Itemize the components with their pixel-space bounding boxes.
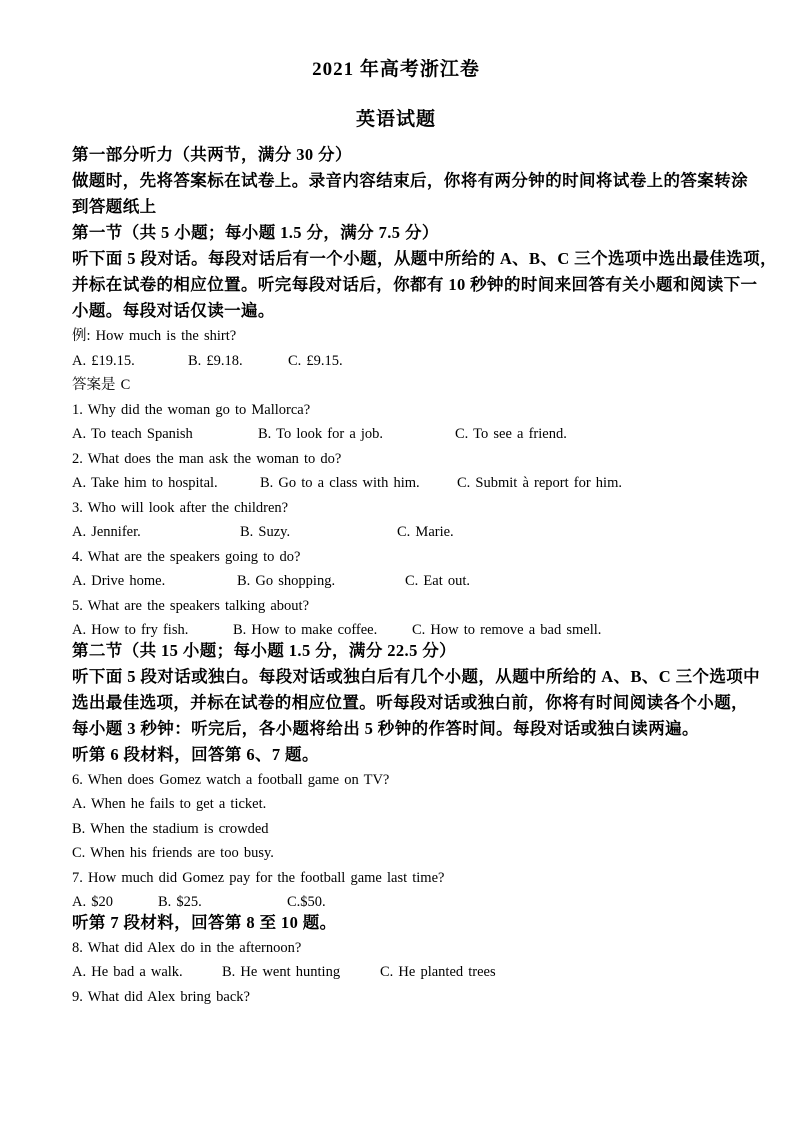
question-1-option-a: A. To teach Spanish bbox=[72, 426, 193, 442]
section2-heading: 第二节（共 15 小题；每小题 1.5 分，满分 22.5 分） bbox=[72, 640, 457, 660]
question-2: 2. What does the man ask the woman to do? bbox=[72, 450, 342, 467]
example-option-b: B. £9.18. bbox=[188, 352, 243, 369]
part1-note-line1: 做题时，先将答案标在试卷上。录音内容结束后，你将有两分钟的时间将试卷上的答案转涂 bbox=[72, 171, 748, 190]
question-7-option-c: C.$50. bbox=[287, 894, 326, 910]
section1-instruction-line2: 并标在试卷的相应位置。听完每段对话后，你都有 10 秒钟的时间来回答有关小题和阅读下一 bbox=[72, 275, 758, 294]
question-6: 6. When does Gomez watch a football game on TV? bbox=[72, 771, 390, 788]
example-question: 例: How much is the shirt? bbox=[72, 328, 237, 344]
question-1: 1. Why did the woman go to Mallorca? bbox=[72, 401, 311, 418]
question-1-option-c: C. To see a friend. bbox=[455, 426, 567, 442]
example-options bbox=[72, 349, 720, 374]
section2-instruction-line3: 每小题 3 秒钟：听完后，各小题将给出 5 秒钟的作答时间。每段对话或独白读两遍。 bbox=[72, 718, 699, 738]
question-4-option-a: A. Drive home. bbox=[72, 573, 166, 589]
question-4-options bbox=[72, 569, 720, 594]
question-4-option-b: B. Go shopping. bbox=[237, 573, 336, 589]
question-2-option-a: A. Take him to hospital. bbox=[72, 475, 218, 491]
question-1-option-b: B. To look for a job. bbox=[258, 426, 384, 442]
section2-instruction-line2: 选出最佳选项，并标在试卷的相应位置。听每段对话或独白前，你将有时间阅读各个小题， bbox=[72, 692, 748, 712]
part1-note-line2: 到答题纸上 bbox=[72, 197, 157, 216]
question-3: 3. Who will look after the children? bbox=[72, 499, 289, 516]
section1-instruction-line3: 小题。每段对话仅读一遍。 bbox=[72, 301, 275, 320]
question-4: 4. What are the speakers going to do? bbox=[72, 548, 301, 565]
page-subtitle: 英语试题 bbox=[355, 109, 436, 130]
example-option-a: A. £19.15. bbox=[72, 352, 135, 369]
question-5-option-c: C. How to remove a bad smell. bbox=[412, 622, 602, 638]
material6-heading: 听第 6 段材料，回答第 6、7 题。 bbox=[72, 744, 319, 764]
question-4-option-c: C. Eat out. bbox=[405, 573, 471, 589]
section2-instruction-line1: 听下面 5 段对话或独白。每段对话或独白后有几个小题，从题中所给的 A、B、C 三个选项中 bbox=[72, 666, 761, 686]
question-5-option-b: B. How to make coffee. bbox=[233, 622, 378, 638]
question-7-option-a: A. $20 bbox=[72, 894, 113, 910]
question-7-option-b: B. $25. bbox=[158, 894, 202, 910]
question-8-option-b: B. He went hunting bbox=[222, 964, 341, 980]
question-8-option-a: A. He bad a walk. bbox=[72, 964, 183, 980]
page-title: 2021 年高考浙江卷 bbox=[312, 59, 480, 80]
question-5-option-a: A. How to fry fish. bbox=[72, 622, 189, 638]
part1-heading: 第一部分听力（共两节，满分 30 分） bbox=[72, 145, 352, 164]
question-9: 9. What did Alex bring back? bbox=[72, 988, 250, 1005]
question-7: 7. How much did Gomez pay for the football game last time? bbox=[72, 869, 445, 886]
question-3-option-a: A. Jennifer. bbox=[72, 524, 141, 540]
example-option-c: C. £9.15. bbox=[288, 352, 343, 369]
question-2-option-c: C. Submit à report for him. bbox=[457, 475, 622, 491]
question-6-option-b: B. When the stadium is crowded bbox=[72, 820, 269, 837]
question-1-options bbox=[72, 422, 720, 447]
example-answer: 答案是 C bbox=[72, 377, 131, 393]
question-8: 8. What did Alex do in the afternoon? bbox=[72, 939, 302, 956]
question-6-option-a: A. When he fails to get a ticket. bbox=[72, 796, 267, 812]
question-5: 5. What are the speakers talking about? bbox=[72, 597, 310, 614]
material7-heading: 听第 7 段材料，回答第 8 至 10 题。 bbox=[72, 912, 337, 932]
section1-heading: 第一节（共 5 小题；每小题 1.5 分，满分 7.5 分） bbox=[72, 223, 439, 242]
section1-instruction-line1: 听下面 5 段对话。每段对话后有一个小题，从题中所给的 A、B、C 三个选项中选出最佳选项， bbox=[72, 249, 777, 268]
question-3-option-c: C. Marie. bbox=[397, 524, 454, 540]
question-3-options bbox=[72, 520, 720, 545]
question-8-option-c: C. He planted trees bbox=[380, 964, 496, 980]
question-8-options bbox=[72, 960, 720, 985]
question-6-option-c: C. When his friends are too busy. bbox=[72, 845, 274, 861]
question-2-option-b: B. Go to a class with him. bbox=[260, 475, 420, 491]
question-2-options bbox=[72, 471, 720, 496]
question-3-option-b: B. Suzy. bbox=[240, 524, 291, 540]
